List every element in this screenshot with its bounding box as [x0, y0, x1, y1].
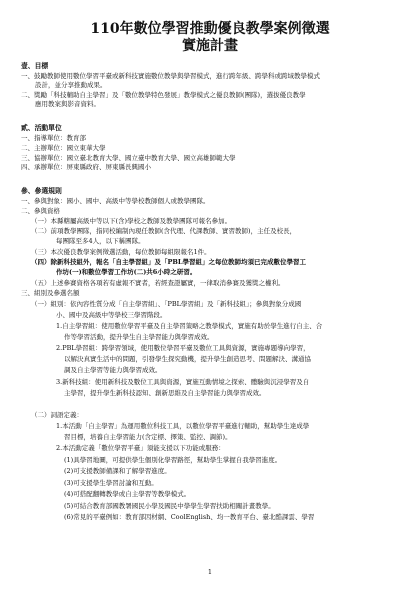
rule-sub-3: （三）本次優良教學案例徵選活動，每位教師每組限報名1件。 — [31, 248, 211, 256]
term-definitions-heading: （二）詞語定義： — [31, 411, 83, 419]
group-pbl-cont-2: 調及自主學習等能力與學習成效。 — [64, 366, 162, 374]
term-self-learning: 1.本活動「自主學習」為運用數位科技工具，以數位學習平臺進行輔助，幫助學生達成學 — [56, 422, 310, 430]
platform-feature-1: (1)具學習地圖，可提供學生個別化學習路徑，幫助學生掌握自我學習進度。 — [64, 456, 282, 464]
page-number: 1 — [207, 568, 213, 576]
platform-feature-4: (4)可搭配翻轉教學或自主學習等教學模式。 — [64, 490, 191, 498]
rule-sub-4: （四）除新科技組外，報名「自主學習組」及「PBL學習組」之每位教師均須已完成數位學習工 — [31, 258, 306, 266]
rule-item-1: 一、參與對象：國小、國中、高級中等學校教師個人或教學團隊。 — [21, 197, 210, 205]
unit-item-4: 四、承辦單位：屏東縣政府、屏東縣長興國小 — [21, 163, 151, 171]
term-self-learning-cont: 習目標，培養自主學習能力(含定標、擇策、監控、調節)。 — [64, 433, 232, 441]
group-self-learning: 1.自主學習組：使用數位學習平臺及自主學習策略之教學模式，實施有助於學生進行自主、合 — [56, 322, 323, 330]
platform-feature-3: (3)可支援學生學習討論和互動。 — [64, 479, 158, 487]
section-heading-rules: 參、參選規則 — [21, 187, 62, 195]
unit-item-3: 三、協辦單位：國立臺北教育大學、國立臺中教育大學、國立高雄師範大學 — [21, 154, 236, 162]
platform-feature-2: (2)可支援教師備課和了解學習進度。 — [64, 467, 171, 475]
group-pbl: 2.PBL學習組：跨學習領域，使用數位學習平臺及數位工具與資源，實施專題導向學習， — [56, 344, 310, 352]
platform-feature-5: (5)可結合教育部國教署國民小學及國民中學學生學習扶助相關計畫教學。 — [64, 502, 275, 510]
goal-item-1-cont: 設計，並分享推動成果。 — [35, 81, 107, 89]
goal-item-2-cont: 應用教案與影音資料。 — [35, 100, 100, 108]
section-heading-units: 貳、活動單位 — [21, 124, 62, 132]
goal-item-2: 二、獎勵「科技輔助自主學習」及「數位教學特色發展」教學模式之優良教師(團隊)，選拔優良教學 — [21, 91, 306, 99]
unit-item-2: 二、主辦單位：國立東華大學 — [21, 144, 106, 152]
group-definition: （一）組別：依內容性質分成「自主學習組」、「PBL學習組」及「新科技組」；參與對象分成國 — [31, 300, 302, 308]
document-subtitle: 實施計畫 — [182, 38, 238, 54]
document-title: 110年數位學習推動優良教學案例徵選 — [90, 21, 330, 37]
unit-item-1: 一、指導單位：教育部 — [21, 134, 86, 142]
rule-item-2: 二、參與資格 — [21, 207, 60, 215]
group-new-tech: 3.新科技組：使用新科技及數位工具與資源，實施互動情境之探索、體驗與沉浸學習及自 — [56, 378, 310, 386]
platform-feature-6: (6)常見的平臺例如：教育部因材網、CoolEnglish、均一教育平台、臺北酷課雲、學習 — [64, 513, 315, 521]
term-platform: 2.本活動定義「數位學習平臺」須能支援以下功能或服務： — [56, 444, 225, 452]
rule-item-3: 三、組別及參選名額 — [21, 289, 80, 297]
rule-sub-5: （五）上述參賽資格各項若有虛報不實者，若經查證屬實，一律取消參賽及獲獎之權利。 — [31, 279, 285, 287]
rule-sub-2: （二）前項教學團隊，指同校編制內現任教師(含代理、代課教師、實習教師)，主任及校長， — [31, 227, 297, 235]
group-pbl-cont-1: 以解決真實生活中的問題，引發學生探究動機，提升學生創造思考、問題解決、溝通協 — [64, 355, 311, 363]
rule-sub-4-cont: 作坊(一)和數位學習工作坊(二)共6小時之研習。 — [56, 268, 197, 276]
group-self-learning-cont: 作等學習活動，提升學生自主學習能力與學習成效。 — [64, 333, 214, 341]
rule-sub-1: （一）本縣轄屬高級中等以下(含)學校之教師及教學團隊可報名參加。 — [31, 217, 232, 225]
group-new-tech-cont: 主學習，提升學生新科技認知、創新思維及自主學習能力與學習成效。 — [64, 389, 266, 397]
goal-item-1: 一、鼓勵教師使用數位學習平臺或新科技實施數位教學與學習模式，進行跨年級、跨學科或跨域教學模式 — [21, 72, 320, 80]
rule-sub-2-cont: 每團隊至多4人，以下稱團隊。 — [56, 237, 145, 245]
section-heading-goals: 壹、目標 — [21, 62, 49, 70]
group-definition-cont: 小、國中及高級中等學校三學習階段。 — [56, 311, 167, 319]
